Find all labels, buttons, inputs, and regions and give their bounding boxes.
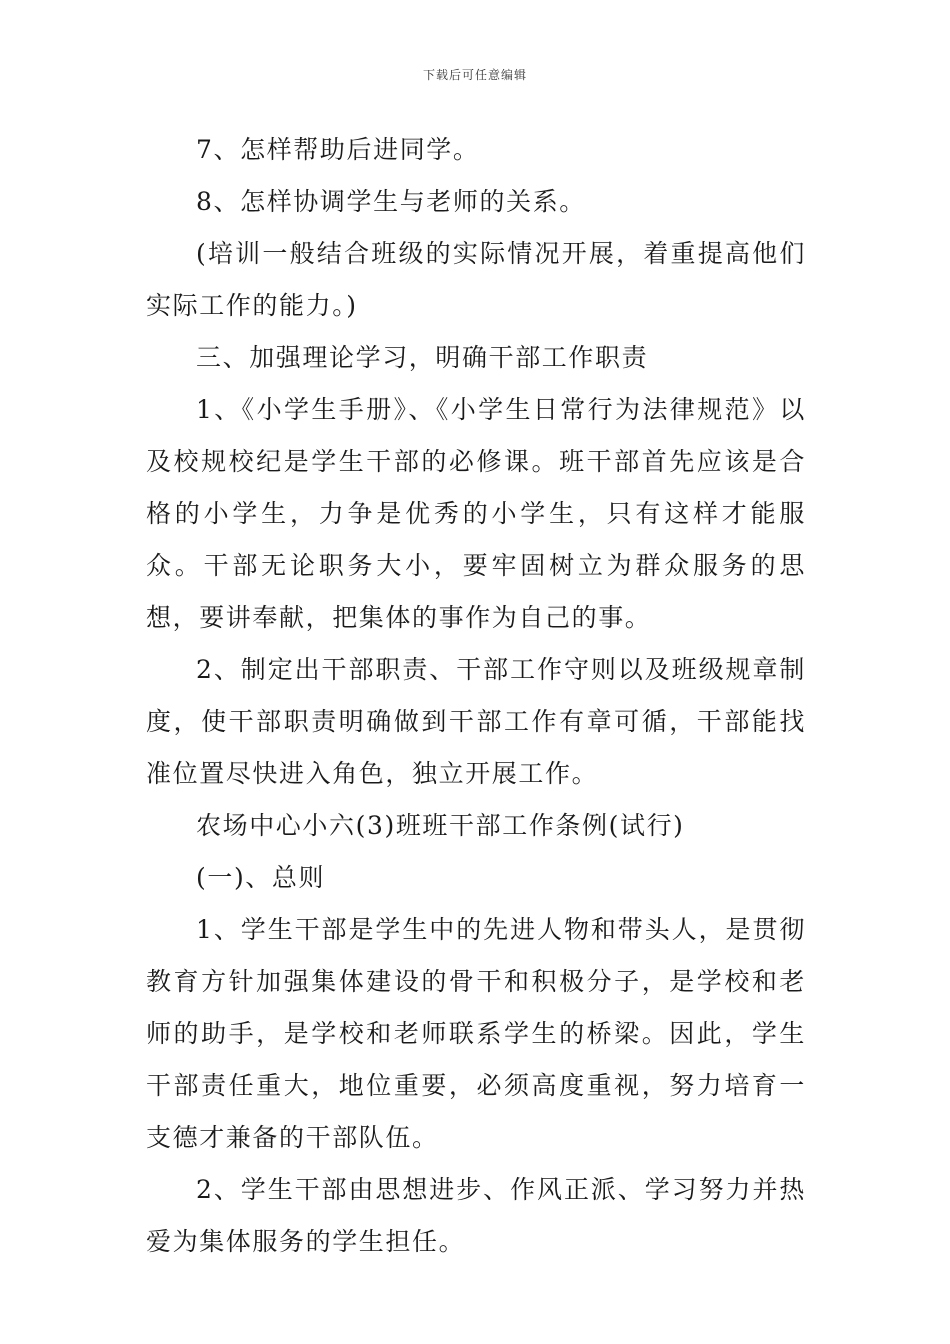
paragraph-section3-item-1: 1、《小学生手册》、《小学生日常行为法律规范》以及校规校纪是学生干部的必修课。班干部首先应该是合格的小学生，力争是优秀的小学生，只有这样才能服众。干部无论职务大小，要牢固树立为群众服务的思想，要讲奉献，把集体的事作为自己的事。 [146,395,806,632]
paragraph-item-8: 8、怎样协调学生与老师的关系。 [196,187,586,216]
paragraph-provision-2: 2、学生干部由思想进步、作风正派、学习努力并热爱为集体服务的学生担任。 [146,1175,806,1256]
paragraph-training-note: (培训一般结合班级的实际情况开展，着重提高他们实际工作的能力。) [146,239,806,320]
paragraph-provision-1: 1、学生干部是学生中的先进人物和带头人，是贯彻教育方针加强集体建设的骨干和积极分子，是学校和老师的助手，是学校和老师联系学生的桥梁。因此，学生干部责任重大，地位重要，必须高度重视，努力培育一支德才兼备的干部队伍。 [146,915,806,1152]
regulation-title: 农场中心小六(3)班班干部工作条例(试行) [196,811,685,840]
page-header-note: 下载后可任意编辑 [422,68,527,82]
section-heading-three: 三、加强理论学习，明确干部工作职责 [196,343,649,372]
paragraph-section3-item-2: 2、制定出干部职责、干部工作守则以及班级规章制度，使干部职责明确做到干部工作有章可循，干部能找准位置尽快进入角色，独立开展工作。 [146,655,806,788]
general-provisions-heading: (一)、总则 [196,863,326,892]
document-body [146,124,806,1268]
paragraph-item-7: 7、怎样帮助后进同学。 [196,135,480,164]
